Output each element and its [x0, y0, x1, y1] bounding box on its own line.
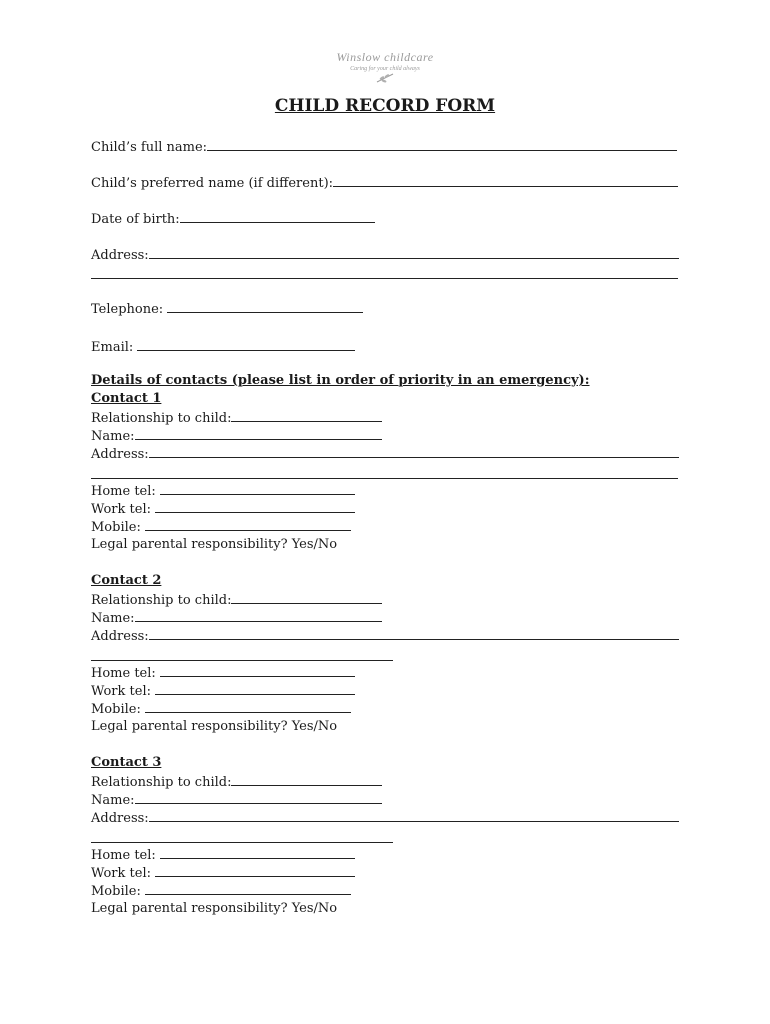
contact-3-legal-responsibility[interactable]: Legal parental responsibility? Yes/No [91, 901, 338, 916]
email-label: Email: [91, 340, 134, 355]
home-tel-label: Home tel: [91, 484, 156, 499]
contact-3-mobile-row [91, 882, 351, 899]
mobile-label: Mobile: [91, 702, 141, 717]
contact-1-mobile-row [91, 518, 351, 535]
address-line-2[interactable] [91, 278, 678, 279]
contact-1-heading: Contact 1 [91, 391, 162, 406]
contact-2-heading: Contact 2 [91, 573, 162, 588]
dob-label: Date of birth: [91, 212, 180, 227]
name-field[interactable] [135, 791, 382, 804]
contact-1-work-tel-row [91, 500, 355, 517]
name-label: Name: [91, 429, 135, 444]
contact-3-home-tel-row [91, 846, 355, 863]
contact-1-address-line-2[interactable] [91, 478, 678, 479]
contact-2-address-line-2[interactable] [91, 660, 393, 661]
contact-1-name-row [91, 427, 382, 444]
full-name-row [91, 138, 677, 155]
home-tel-label: Home tel: [91, 666, 156, 681]
contact-3-work-tel-row [91, 864, 355, 881]
email-row [91, 338, 355, 355]
contact-1-address-row [91, 445, 679, 462]
contact-1-relationship-row [91, 409, 382, 426]
contact-3-address-line-2[interactable] [91, 842, 393, 843]
address-label: Address: [91, 447, 149, 462]
mobile-field[interactable] [145, 882, 351, 895]
home-tel-label: Home tel: [91, 848, 156, 863]
contact-1-home-tel-row [91, 482, 355, 499]
home-tel-field[interactable] [160, 482, 355, 495]
relationship-field[interactable] [231, 409, 382, 422]
address-label: Address: [91, 248, 149, 263]
form-title: CHILD RECORD FORM [274, 96, 496, 116]
telephone-label: Telephone: [91, 302, 164, 317]
relationship-field[interactable] [231, 591, 382, 604]
preferred-name-field[interactable] [333, 174, 678, 187]
preferred-name-label: Child’s preferred name (if different): [91, 176, 334, 191]
contact-3-relationship-row [91, 773, 382, 790]
name-field[interactable] [135, 427, 382, 440]
mobile-field[interactable] [145, 518, 351, 531]
contact-2-mobile-row [91, 700, 351, 717]
dob-row [91, 210, 375, 227]
home-tel-field[interactable] [160, 846, 355, 859]
logo-tagline: Caring for your child always [350, 66, 420, 72]
contact-2-home-tel-row [91, 664, 355, 681]
work-tel-field[interactable] [155, 500, 355, 513]
mobile-field[interactable] [145, 700, 351, 713]
contact-2-address-row [91, 627, 679, 644]
relationship-label: Relationship to child: [91, 593, 232, 608]
work-tel-label: Work tel: [91, 684, 151, 699]
address-field[interactable] [149, 627, 679, 640]
contact-1-legal-responsibility[interactable]: Legal parental responsibility? Yes/No [91, 537, 338, 552]
contact-2-relationship-row [91, 591, 382, 608]
contact-2-legal-responsibility[interactable]: Legal parental responsibility? Yes/No [91, 719, 338, 734]
logo-name: Winslow childcare [336, 50, 434, 64]
email-field[interactable] [137, 338, 355, 351]
telephone-row [91, 300, 363, 317]
address-label: Address: [91, 811, 149, 826]
work-tel-label: Work tel: [91, 502, 151, 517]
address-field[interactable] [149, 809, 679, 822]
work-tel-field[interactable] [155, 682, 355, 695]
work-tel-label: Work tel: [91, 866, 151, 881]
dob-field[interactable] [180, 210, 375, 223]
address-label: Address: [91, 629, 149, 644]
relationship-field[interactable] [231, 773, 382, 786]
name-label: Name: [91, 793, 135, 808]
name-label: Name: [91, 611, 135, 626]
contact-3-heading: Contact 3 [91, 755, 162, 770]
address-field[interactable] [149, 445, 679, 458]
company-logo [305, 50, 465, 88]
relationship-label: Relationship to child: [91, 775, 232, 790]
name-field[interactable] [135, 609, 382, 622]
full-name-field[interactable] [207, 138, 677, 151]
contacts-heading: Details of contacts (please list in order of priority in an emergency): [91, 373, 590, 388]
address-row [91, 246, 679, 263]
full-name-label: Child’s full name: [91, 140, 208, 155]
telephone-field[interactable] [167, 300, 363, 313]
mobile-label: Mobile: [91, 520, 141, 535]
leaf-icon [375, 72, 395, 84]
home-tel-field[interactable] [160, 664, 355, 677]
contact-2-name-row [91, 609, 382, 626]
contact-2-work-tel-row [91, 682, 355, 699]
mobile-label: Mobile: [91, 884, 141, 899]
work-tel-field[interactable] [155, 864, 355, 877]
preferred-name-row [91, 174, 678, 191]
relationship-label: Relationship to child: [91, 411, 232, 426]
contact-3-address-row [91, 809, 679, 826]
address-field[interactable] [149, 246, 679, 259]
contact-3-name-row [91, 791, 382, 808]
